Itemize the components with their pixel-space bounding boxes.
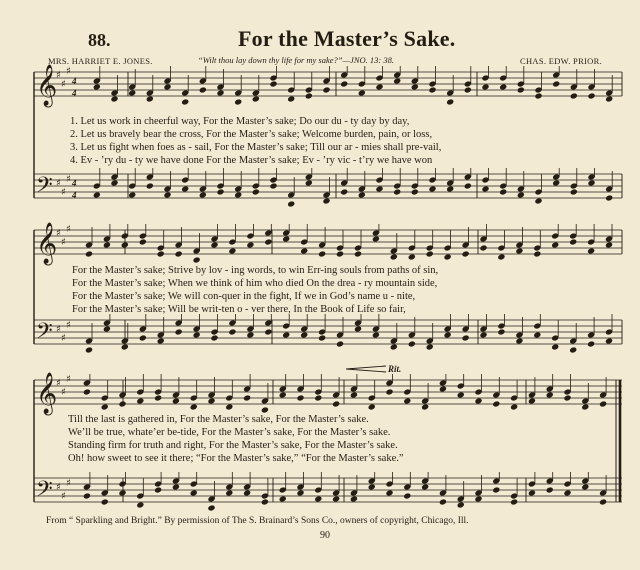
- page-number: 90: [320, 530, 330, 541]
- note-head: [446, 98, 454, 105]
- note-head: [139, 238, 147, 245]
- note-head: [446, 185, 454, 192]
- note-head: [546, 391, 554, 398]
- note-head: [499, 83, 507, 90]
- note-head: [282, 331, 290, 338]
- note-head: [479, 331, 487, 338]
- svg-text:♯: ♯: [61, 491, 66, 502]
- lyric-line: 1. Let us work in cheerful way, For the Master’s sake; Do our du - ty day by day,: [70, 116, 410, 127]
- note-head: [569, 238, 577, 245]
- note-head: [175, 328, 183, 335]
- note-head: [246, 331, 254, 338]
- note-head: [528, 489, 536, 496]
- note-head: [103, 325, 111, 332]
- svg-text:♯: ♯: [66, 224, 71, 235]
- time-signature-upper-bass: 4: [72, 178, 77, 188]
- note-head: [190, 489, 198, 496]
- note-head: [146, 182, 154, 189]
- note-head: [261, 406, 269, 413]
- treble-clef-icon: 𝄞: [36, 65, 58, 106]
- note-head: [358, 89, 366, 96]
- svg-text:♯: ♯: [61, 187, 66, 198]
- note-head: [385, 489, 393, 496]
- note-head: [279, 495, 287, 502]
- svg-text:♯: ♯: [61, 387, 66, 398]
- note-head: [305, 92, 313, 99]
- note-head: [479, 244, 487, 251]
- decrescendo-hairpin: [346, 366, 386, 372]
- note-head: [408, 340, 416, 347]
- note-head: [533, 331, 541, 338]
- note-head: [85, 250, 93, 257]
- note-head: [103, 241, 111, 248]
- note-head: [234, 191, 242, 198]
- svg-text:♯: ♯: [66, 478, 71, 489]
- note-head: [199, 191, 207, 198]
- note-head: [264, 328, 272, 335]
- note-head: [390, 253, 398, 260]
- note-head: [581, 483, 589, 490]
- note-head: [552, 80, 560, 87]
- svg-text:♯: ♯: [56, 482, 61, 493]
- note-head: [269, 80, 277, 87]
- lyric-line: 2. Let us bravely bear the cross, For the Master’s sake; Welcome burden, pain, or loss,: [70, 129, 433, 140]
- note-head: [492, 486, 500, 493]
- svg-text:♯: ♯: [61, 237, 66, 248]
- note-head: [533, 250, 541, 257]
- key-signature: [56, 374, 71, 502]
- note-head: [118, 489, 126, 496]
- note-head: [497, 253, 505, 260]
- svg-text:♯: ♯: [61, 79, 66, 90]
- key-signature: [56, 66, 71, 198]
- note-head: [243, 489, 251, 496]
- note-head: [551, 343, 559, 350]
- note-head: [279, 391, 287, 398]
- note-head: [569, 346, 577, 353]
- note-head: [287, 200, 295, 207]
- lyric-line: Till the last is gathered in, For the Master’s sake, For the Master’s sake.: [68, 414, 369, 425]
- lyric-line: 4. Ev - ’ry du - ty we have done For the Master’s sake; Ev - ’ry vic - t’ry we have won: [70, 155, 433, 166]
- note-head: [252, 188, 260, 195]
- note-head: [121, 343, 129, 350]
- note-head: [474, 495, 482, 502]
- note-head: [587, 179, 595, 186]
- music-system-2: [34, 222, 622, 354]
- note-head: [322, 86, 330, 93]
- note-head: [157, 250, 165, 257]
- note-head: [216, 188, 224, 195]
- note-head: [128, 89, 136, 96]
- note-head: [296, 489, 304, 496]
- copyright-footer: From “ Sparkling and Bright.” By permission of The S. Brainard’s Sons Co., owners of copyright, Chicago, Ill.: [46, 516, 469, 526]
- treble-clef-icon: 𝄞: [36, 373, 58, 414]
- note-head: [207, 504, 215, 511]
- note-head: [528, 397, 536, 404]
- note-head: [246, 241, 254, 248]
- note-head: [110, 179, 118, 186]
- lyric-line: 3. Let us fight when foes as - sail, For the Master’s sake; Till our ar - mies shall pre-vail,: [70, 142, 442, 153]
- staff-treble-1: [34, 72, 622, 96]
- note-head: [163, 191, 171, 198]
- note-head: [570, 188, 578, 195]
- note-head: [136, 397, 144, 404]
- note-head: [411, 188, 419, 195]
- note-head: [101, 498, 109, 505]
- note-head: [444, 331, 452, 338]
- note-head: [136, 501, 144, 508]
- note-head: [172, 483, 180, 490]
- rit-marking: Rit.: [388, 364, 402, 374]
- bass-clef-icon: 𝄢: [36, 173, 53, 203]
- note-head: [118, 400, 126, 407]
- note-head: [421, 483, 429, 490]
- note-head: [314, 394, 322, 401]
- note-head: [481, 83, 489, 90]
- note-head: [515, 337, 523, 344]
- note-head: [101, 403, 109, 410]
- bass-clef-icon: 𝄢: [36, 477, 53, 507]
- music-system-1: [34, 64, 622, 208]
- note-head: [403, 397, 411, 404]
- note-head: [510, 403, 518, 410]
- note-head: [139, 334, 147, 341]
- svg-text:♯: ♯: [56, 228, 61, 239]
- note-head: [428, 185, 436, 192]
- note-head: [332, 400, 340, 407]
- note-head: [385, 388, 393, 395]
- note-head: [354, 250, 362, 257]
- note-head: [210, 241, 218, 248]
- note-head: [439, 498, 447, 505]
- time-signature-upper-treble: 4: [72, 76, 77, 86]
- note-head: [216, 89, 224, 96]
- note-head: [264, 238, 272, 245]
- note-head: [552, 179, 560, 186]
- note-head: [599, 400, 607, 407]
- note-head: [261, 498, 269, 505]
- note-head: [287, 95, 295, 102]
- note-head: [372, 235, 380, 242]
- note-head: [154, 394, 162, 401]
- note-head: [93, 83, 101, 90]
- lyric-line: For the Master’s sake; Will be writ-ten o - ver there, In the Book of Life so fair,: [72, 304, 406, 315]
- note-head: [517, 191, 525, 198]
- note-head: [228, 328, 236, 335]
- note-head: [296, 394, 304, 401]
- note-head: [340, 80, 348, 87]
- note-head: [497, 328, 505, 335]
- note-head: [163, 83, 171, 90]
- note-head: [340, 188, 348, 195]
- note-head: [390, 343, 398, 350]
- note-head: [305, 179, 313, 186]
- note-head: [172, 397, 180, 404]
- note-head: [462, 334, 470, 341]
- note-head: [393, 188, 401, 195]
- note-head: [318, 334, 326, 341]
- note-head: [181, 98, 189, 105]
- note-head: [252, 95, 260, 102]
- note-head: [210, 334, 218, 341]
- note-head: [372, 331, 380, 338]
- note-head: [225, 489, 233, 496]
- svg-text:♯: ♯: [56, 324, 61, 335]
- note-head: [393, 77, 401, 84]
- note-head: [83, 492, 91, 499]
- note-head: [375, 83, 383, 90]
- note-head: [492, 400, 500, 407]
- lyric-line: Standing firm for truth and right, For the Master’s sake, For the Master’s sake.: [68, 440, 398, 451]
- note-head: [411, 83, 419, 90]
- svg-text:♯: ♯: [66, 66, 71, 77]
- note-head: [464, 86, 472, 93]
- note-head: [605, 95, 613, 102]
- note-head: [499, 188, 507, 195]
- staff-treble-2: [34, 230, 622, 254]
- hymn-composer: CHAS. EDW. PRIOR.: [520, 56, 603, 66]
- note-head: [110, 95, 118, 102]
- lyric-line: For the Master’s sake; We will con-quer in the fight, If we in God’s name u - nite,: [72, 291, 416, 302]
- svg-text:♯: ♯: [66, 174, 71, 185]
- note-head: [128, 191, 136, 198]
- note-head: [190, 403, 198, 410]
- time-signature-lower-bass: 4: [72, 190, 77, 200]
- svg-text:♯: ♯: [56, 178, 61, 189]
- note-head: [546, 486, 554, 493]
- note-head: [563, 489, 571, 496]
- lyric-line: We’ll be true, whate’er be-tide, For the Master’s sake, For the Master’s sake.: [68, 427, 391, 438]
- note-head: [551, 241, 559, 248]
- lyric-line: For the Master’s sake; When we think of him who died On the drea - ry mountain side,: [72, 278, 438, 289]
- note-head: [121, 241, 129, 248]
- note-head: [368, 483, 376, 490]
- note-head: [428, 86, 436, 93]
- note-head: [282, 235, 290, 242]
- music-system-3: [34, 364, 622, 512]
- note-head: [403, 492, 411, 499]
- note-head: [605, 194, 613, 201]
- note-head: [93, 191, 101, 198]
- note-head: [605, 241, 613, 248]
- note-head: [587, 92, 595, 99]
- note-head: [85, 346, 93, 353]
- svg-text:♯: ♯: [66, 374, 71, 385]
- note-head: [157, 337, 165, 344]
- note-head: [444, 253, 452, 260]
- svg-text:♯: ♯: [66, 320, 71, 331]
- note-head: [336, 250, 344, 257]
- note-head: [350, 495, 358, 502]
- hymn-number: 88.: [88, 30, 111, 50]
- note-head: [234, 98, 242, 105]
- note-head: [517, 86, 525, 93]
- note-head: [426, 250, 434, 257]
- time-signature-lower-treble: 4: [72, 88, 77, 98]
- hymn-title: For the Master’s Sake.: [238, 26, 456, 51]
- note-head: [510, 498, 518, 505]
- note-head: [375, 185, 383, 192]
- note-head: [581, 403, 589, 410]
- note-head: [146, 95, 154, 102]
- note-head: [207, 397, 215, 404]
- note-head: [332, 495, 340, 502]
- note-head: [228, 247, 236, 254]
- note-head: [439, 385, 447, 392]
- note-head: [225, 403, 233, 410]
- note-head: [605, 337, 613, 344]
- note-head: [314, 495, 322, 502]
- note-head: [426, 343, 434, 350]
- lyric-line: Oh! how sweet to see it there; “For the Master’s sake,” “For the Master’s sake.”: [68, 453, 404, 464]
- note-head: [587, 247, 595, 254]
- note-head: [462, 250, 470, 257]
- note-head: [457, 501, 465, 508]
- lyric-line: For the Master’s sake; Strive by lov - ing words, to win Err-ing souls from paths of sin,: [72, 265, 439, 276]
- note-head: [587, 340, 595, 347]
- bass-clef-icon: 𝄢: [36, 319, 53, 349]
- note-head: [481, 185, 489, 192]
- note-head: [358, 191, 366, 198]
- note-head: [318, 250, 326, 257]
- note-head: [570, 92, 578, 99]
- note-head: [154, 486, 162, 493]
- note-head: [269, 182, 277, 189]
- note-head: [300, 247, 308, 254]
- note-head: [350, 391, 358, 398]
- note-head: [599, 498, 607, 505]
- note-head: [243, 394, 251, 401]
- note-head: [368, 403, 376, 410]
- note-head: [421, 403, 429, 410]
- note-head: [193, 331, 201, 338]
- note-head: [515, 247, 523, 254]
- hymn-author: MRS. HARRIET E. JONES.: [48, 56, 153, 66]
- svg-text:♯: ♯: [61, 333, 66, 344]
- note-head: [408, 253, 416, 260]
- note-head: [534, 92, 542, 99]
- note-head: [322, 197, 330, 204]
- treble-clef-icon: 𝄞: [36, 223, 58, 264]
- note-head: [336, 340, 344, 347]
- note-head: [175, 250, 183, 257]
- note-head: [354, 325, 362, 332]
- svg-text:♯: ♯: [56, 70, 61, 81]
- note-head: [457, 391, 465, 398]
- note-head: [474, 397, 482, 404]
- note-head: [464, 182, 472, 189]
- note-head: [199, 86, 207, 93]
- svg-text:♯: ♯: [56, 378, 61, 389]
- note-head: [193, 256, 201, 263]
- note-head: [534, 197, 542, 204]
- note-head: [563, 394, 571, 401]
- note-head: [300, 331, 308, 338]
- note-head: [83, 388, 91, 395]
- note-head: [181, 185, 189, 192]
- scripture-epigraph: “Wilt thou lay down thy life for my sake?”—JNO. 13: 38.: [198, 55, 394, 65]
